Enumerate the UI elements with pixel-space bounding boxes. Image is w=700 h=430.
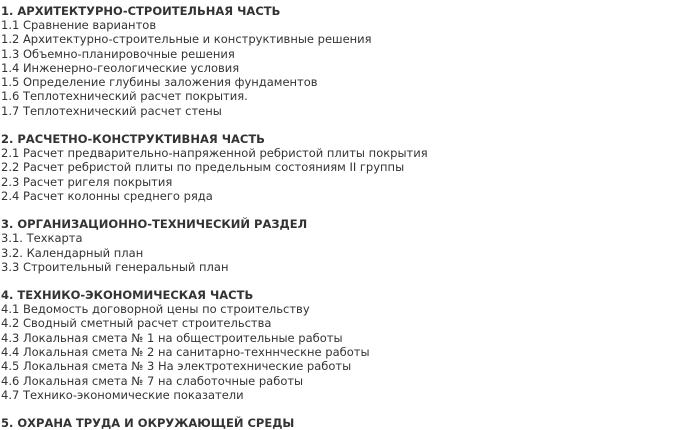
list-item: 1.2 Архитектурно-строительные и конструктивные решения (1, 32, 372, 47)
list-item: 1.6 Теплотехнический расчет покрытия. (1, 89, 248, 104)
list-item: 2.4 Расчет колонны среднего ряда (1, 188, 213, 203)
list-item: 3.1. Техкарта (1, 231, 83, 246)
list-item: 4.3 Локальная смета № 1 на общестроительные работы (1, 330, 343, 345)
section-items (1, 231, 697, 274)
list-item: 1.1 Сравнение вариантов (1, 18, 157, 32)
list-item: 4.1 Ведомость договорной цены по строительству (1, 302, 310, 317)
list-item: 2.3 Расчет ригеля покрытия (1, 174, 173, 189)
section-title: 3. ОРГАНИЗАЦИОННО-ТЕХНИЧЕСКИЙ РАЗДЕЛ (1, 217, 308, 232)
section-architectural (1, 4, 697, 118)
table-of-contents (1, 4, 697, 430)
list-item: 2.2 Расчет ребристой плиты по предельным состояниям II группы (1, 160, 405, 175)
list-item: 1.5 Определение глубины заложения фундаментов (1, 75, 318, 90)
list-item: 3.3 Строительный генеральный план (1, 259, 229, 274)
section-items (1, 302, 697, 402)
list-item: 1.4 Инженерно-геологические условия (1, 60, 240, 75)
list-item: 3.2. Календарный план (1, 245, 144, 260)
section-economic (1, 288, 697, 402)
list-item: 1.3 Объемно-планировочные решения (1, 46, 235, 61)
list-item: 4.2 Сводный сметный расчет строительства (1, 316, 272, 331)
list-item: 4.6 Локальная смета № 7 на слаботочные работы (1, 373, 304, 388)
section-items (1, 18, 697, 118)
section-organizational (1, 217, 697, 274)
section-structural (1, 132, 697, 203)
section-title: 1. АРХИТЕКТУРНО-СТРОИТЕЛЬНАЯ ЧАСТЬ (1, 4, 281, 18)
list-item: 1.7 Теплотехнический расчет стены (1, 103, 222, 118)
section-title: 4. ТЕХНИКО-ЭКОНОМИЧЕСКАЯ ЧАСТЬ (1, 288, 254, 303)
list-item: 4.7 Технико-экономические показатели (1, 387, 244, 402)
section-labor-protection (1, 416, 697, 430)
section-title: 2. РАСЧЕТНО-КОНСТРУКТИВНАЯ ЧАСТЬ (1, 132, 265, 147)
section-items (1, 146, 697, 203)
section-title: 5. ОХРАНА ТРУДА И ОКРУЖАЮЩЕЙ СРЕДЫ (1, 416, 295, 430)
list-item: 2.1 Расчет предварительно-напряженной ребристой плиты покрытия (1, 146, 428, 161)
list-item: 4.5 Локальная смета № 3 На электротехнические работы (1, 359, 352, 374)
list-item: 4.4 Локальная смета № 2 на санитарно-техннческне работы (1, 345, 370, 360)
